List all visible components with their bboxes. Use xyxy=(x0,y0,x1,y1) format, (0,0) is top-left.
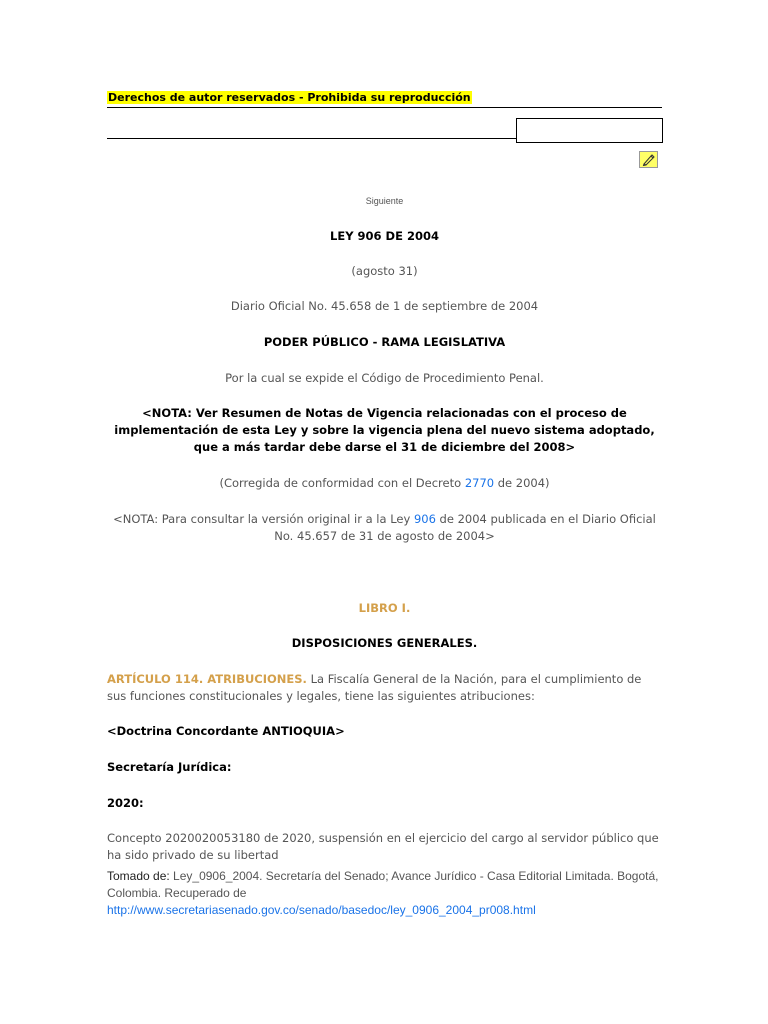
source-text: Ley_0906_2004. Secretaría del Senado; Avance Jurídico - Casa Editorial Limitada. Bogotá, Colombia. Recuperado de xyxy=(107,869,659,900)
copyright-notice: Derechos de autor reservados - Prohibida su reproducción xyxy=(108,91,471,104)
vigencia-note: <NOTA: Ver Resumen de Notas de Vigencia relacionadas con el proceso de implementación de esta Ley y sobre la vigencia plena del nuevo sistema adoptado, que a más tardar debe darse el 31 de diciembre del 2008> xyxy=(114,406,655,454)
law-date: (agosto 31) xyxy=(351,264,418,278)
source-citation xyxy=(107,868,662,919)
book-label: LIBRO I. xyxy=(358,601,411,615)
doctrine-heading: <Doctrina Concordante ANTIOQUIA> xyxy=(107,724,345,738)
book-title: DISPOSICIONES GENERALES. xyxy=(291,636,478,650)
correction-note-post: de 2004) xyxy=(494,476,550,490)
search-box[interactable] xyxy=(516,118,663,143)
original-note-post: de 2004 publicada en el Diario Oficial No. 45.657 de 31 de agosto de 2004> xyxy=(274,512,656,543)
law-purpose: Por la cual se expide el Código de Procedimiento Penal. xyxy=(225,371,544,385)
next-link[interactable]: Siguiente xyxy=(365,196,404,206)
law-906-link[interactable]: 906 xyxy=(413,512,436,526)
gazette-info: Diario Oficial No. 45.658 de 1 de septiembre de 2004 xyxy=(230,299,539,313)
correction-note-pre: (Corregida de conformidad con el Decreto xyxy=(219,476,465,490)
source-label: Tomado de: xyxy=(107,869,170,883)
doctrine-year: 2020: xyxy=(107,796,144,810)
doctrine-office: Secretaría Jurídica: xyxy=(107,760,232,774)
pencil-icon[interactable] xyxy=(639,151,658,168)
copyright-bar xyxy=(107,90,662,108)
original-note-pre: <NOTA: Para consultar la versión original ir a la Ley xyxy=(113,512,414,526)
law-title: LEY 906 DE 2004 xyxy=(330,229,439,243)
source-url-link[interactable]: http://www.secretariasenado.gov.co/senado/basedoc/ley_0906_2004_pr008.html xyxy=(107,903,536,917)
divider-line xyxy=(107,138,517,139)
correction-note xyxy=(107,475,662,492)
article-heading: ARTÍCULO 114. ATRIBUCIONES. xyxy=(107,672,307,686)
decree-link[interactable]: 2770 xyxy=(464,476,495,490)
doctrine-concept: Concepto 2020020053180 de 2020, suspensión en el ejercicio del cargo al servidor público que ha sido privado de su libertad xyxy=(107,831,659,862)
article-text: La Fiscalía General de la Nación, para el cumplimiento de sus funciones constitucionales y legales, tiene las siguientes atribuciones: xyxy=(107,672,642,703)
branch-title: PODER PÚBLICO - RAMA LEGISLATIVA xyxy=(263,335,506,349)
original-version-note xyxy=(107,511,662,545)
article-114 xyxy=(107,671,662,705)
